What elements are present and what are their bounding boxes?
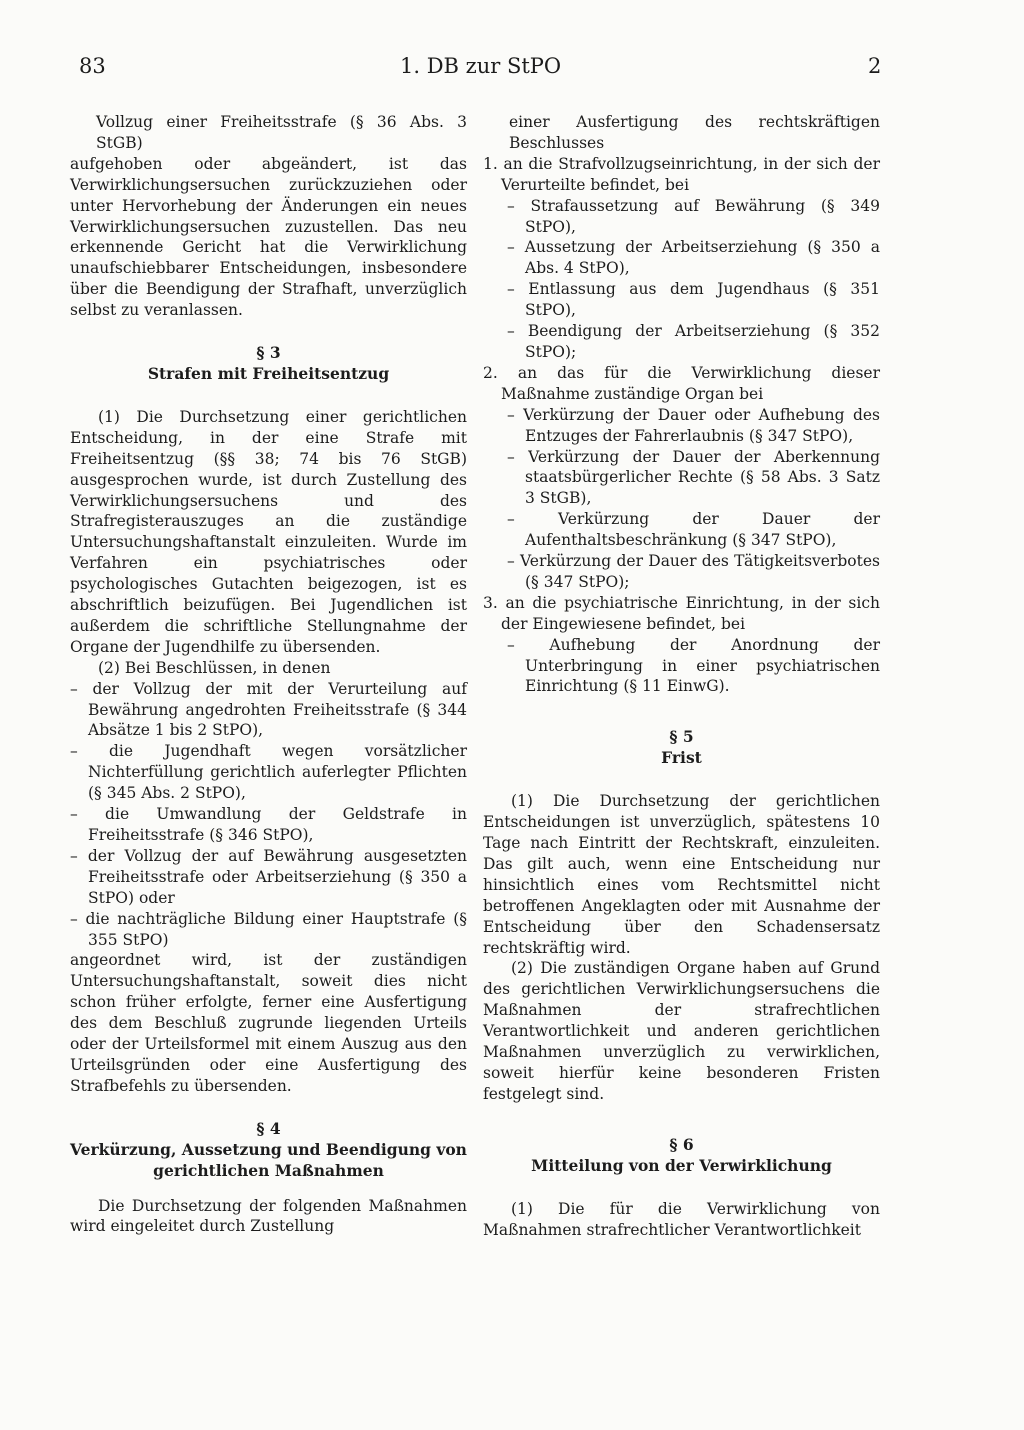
paragraph: (1) Die Durchsetzung einer gerichtlichen Entscheidung, in der eine Strafe mit Freiheitsentzug (§§ 38; 74 bis 76 StGB) ausgesprochen wurde, ist durch Zustellung des Verwirklichungsersuchens und des Strafregisterauszuges an die zuständige Untersuchungshaftanstalt einzuleiten. Wurde im Verfahren ein psychiatrisches oder psychologisches Gutachten beigezogen, ist es abschriftlich beizufügen. Bei Jugendlichen ist außerdem die schriftliche Stellungnahme der Organe der Jugendhilfe zu übersenden. bbox=[70, 407, 467, 656]
paragraph: angeordnet wird, ist der zuständigen Untersuchungshaftanstalt, soweit dies nicht schon früher erfolgte, ferner eine Ausfertigung des dem Beschluß zugrunde liegenden Urteils oder der Urteilsformel mit einem Auszug aus den Urteilsgründen oder eine Ausfertigung des Strafbefehls zu übersenden. bbox=[70, 951, 467, 1095]
section-title-3: Strafen mit Freiheitsentzug bbox=[147, 363, 390, 383]
section-title-5: Frist bbox=[661, 748, 702, 768]
left-column bbox=[70, 112, 467, 1237]
list-item: – Aufhebung der Anordnung der Unterbringung in einer psychiatrischen Einrichtung (§ 11 EinwG). bbox=[507, 635, 880, 696]
paragraph: (1) Die Durchsetzung der gerichtlichen Entscheidungen ist unverzüglich, spätestens 10 Tage nach Eintritt der Rechtskraft, einzuleiten. Das gilt auch, wenn eine Entscheidung nur hinsichtlich eines vom Rechtsmittel nicht betroffenen Angeklagten oder mit Ausnahme der Entscheidung über den Schadensersatz rechtskräftig wird. bbox=[483, 792, 880, 957]
numbered-item: 1. an die Strafvollzugseinrichtung, in der sich der Verurteilte befindet, bei bbox=[483, 154, 880, 194]
right-column bbox=[483, 112, 880, 1240]
page-number: 83 bbox=[79, 54, 106, 78]
list-item: – der Vollzug der auf Bewährung ausgesetzten Freiheitsstrafe oder Arbeitserziehung (§ 350 a StPO) oder bbox=[70, 846, 467, 907]
section-number-5: § 5 bbox=[669, 727, 694, 747]
paragraph: Vollzug einer Freiheitsstrafe (§ 36 Abs. 3 StGB) bbox=[96, 113, 467, 152]
page-header bbox=[0, 54, 1024, 88]
numbered-item: 3. an die psychiatrische Einrichtung, in der sich der Eingewiesene befindet, bei bbox=[483, 593, 880, 633]
paragraph: Die Durchsetzung der folgenden Maßnahmen wird eingeleitet durch Zustellung bbox=[70, 1196, 467, 1236]
section-number-6: § 6 bbox=[669, 1134, 694, 1154]
paragraph: (2) Die zuständigen Organe haben auf Grund des gerichtlichen Verwirklichungsersuchens die Maßnahmen der strafrechtlichen Verantwortlichkeit und anderen gerichtlichen Maßnahmen unverzüglich zu verwirklichen, soweit hierfür keine besonderen Fristen festgelegt sind. bbox=[483, 959, 880, 1103]
list-item: – die Jugendhaft wegen vorsätzlicher Nichterfüllung gerichtlich auferlegter Pflichten (§ 345 Abs. 2 StPO), bbox=[70, 742, 467, 803]
paragraph: (2) Bei Beschlüssen, in denen bbox=[98, 658, 331, 677]
list-item: – Entlassung aus dem Jugendhaus (§ 351 StPO), bbox=[507, 280, 880, 320]
paragraph: einer Ausfertigung des rechtskräftigen Beschlusses bbox=[509, 113, 880, 152]
list-item: – Beendigung der Arbeitserziehung (§ 352 StPO); bbox=[507, 322, 880, 361]
paragraph: (1) Die für die Verwirklichung von Maßnahmen strafrechtlicher Verantwortlichkeit bbox=[483, 1199, 880, 1239]
list-item: – Verkürzung der Dauer der Aufenthaltsbeschränkung (§ 347 StPO), bbox=[507, 510, 880, 550]
section-title-4: Verkürzung, Aussetzung und Beendigung von gerichtlichen Maßnahmen bbox=[70, 1139, 467, 1180]
section-title-6: Mitteilung von der Verwirklichung bbox=[531, 1155, 832, 1175]
list-item: – die nachträgliche Bildung einer Hauptstrafe (§ 355 StPO) bbox=[70, 909, 467, 949]
list-item: – Verkürzung der Dauer der Aberkennung staatsbürgerlicher Rechte (§ 58 Abs. 3 Satz 3 StGB), bbox=[507, 447, 880, 508]
list-item: – Verkürzung der Dauer oder Aufhebung des Entzuges der Fahrerlaubnis (§ 347 StPO), bbox=[507, 405, 880, 445]
list-item: – Verkürzung der Dauer des Tätigkeitsverbotes (§ 347 StPO); bbox=[507, 552, 880, 591]
list-item: – der Vollzug der mit der Verurteilung auf Bewährung angedrohten Freiheitsstrafe (§ 344 Absätze 1 bis 2 StPO), bbox=[70, 679, 467, 740]
numbered-item: 2. an das für die Verwirklichung dieser Maßnahme zuständige Organ bei bbox=[483, 363, 880, 403]
running-title: 1. DB zur StPO bbox=[400, 54, 562, 78]
section-number: 2 bbox=[868, 54, 882, 78]
paragraph: aufgehoben oder abgeändert, ist das Verwirklichungsersuchen zurückzuziehen oder unter Hervorhebung der Änderungen ein neues Verwirklichungsersuchen zuzustellen. Das neu erkennende Gericht hat die Verwirklichung unaufschiebbarer Entscheidungen, insbesondere über die Beendigung der Strafhaft, unverzüglich selbst zu veranlassen. bbox=[70, 154, 467, 320]
list-item: – die Umwandlung der Geldstrafe in Freiheitsstrafe (§ 346 StPO), bbox=[70, 805, 467, 844]
list-item: – Strafaussetzung auf Bewährung (§ 349 StPO), bbox=[507, 196, 880, 236]
section-number-3: § 3 bbox=[256, 343, 281, 363]
list-item: – Aussetzung der Arbeitserziehung (§ 350 a Abs. 4 StPO), bbox=[507, 238, 880, 278]
section-number-4: § 4 bbox=[256, 1118, 281, 1138]
